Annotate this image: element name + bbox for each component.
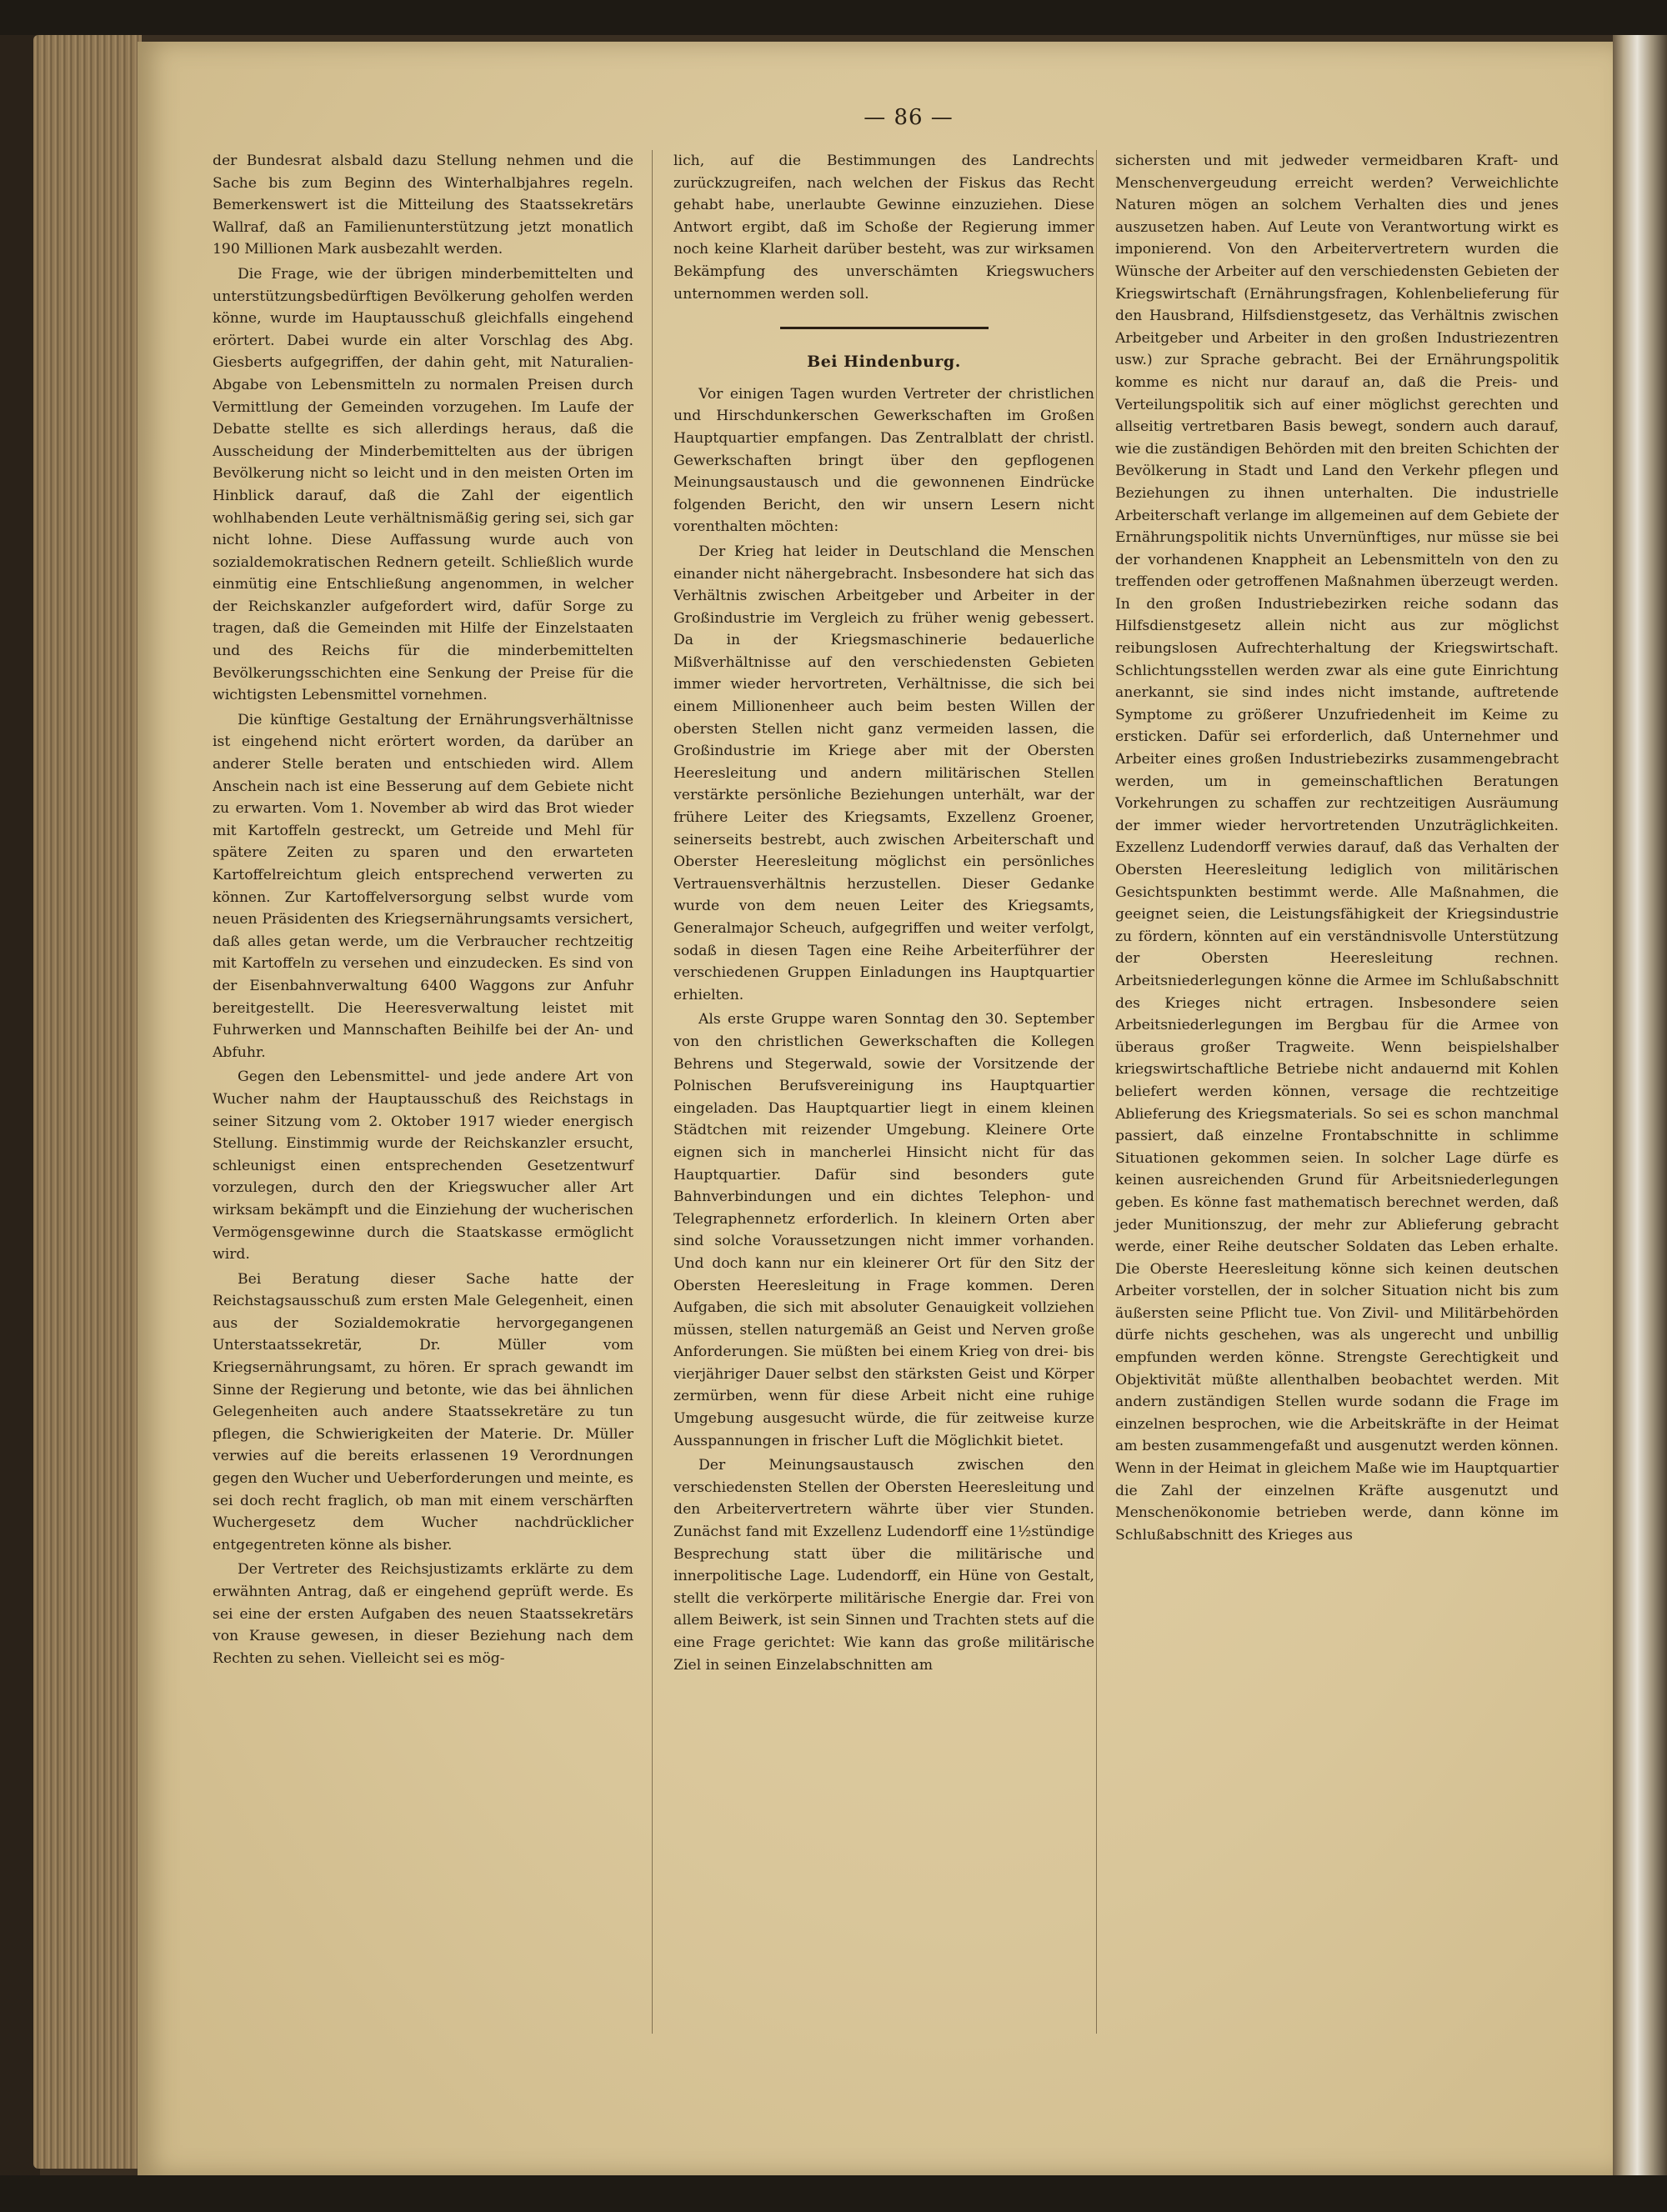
paragraph: Der Meinungsaustausch zwischen den verschiedensten Stellen der Obersten Heeresleitung und den Arbeitervertretern währte über vier Stunden. Zunächst fand mit Exzellenz Ludendorff eine 1½stündige Besprechung statt über die militärische und innerpolitische Lage. Ludendorff, ein Hüne von Gestalt, stellt die verkörperte militärische Energie dar. Frei von allem Beiwerk, ist sein Sinnen und Trachten stets auf die eine Frage gerichtet: Wie kann das große militärische Ziel in seinen Einzelabschnitten am <box>673 1457 1094 1674</box>
paragraph: Vor einigen Tagen wurden Vertreter der christlichen und Hirschdunkerschen Gewerkschaften im Großen Hauptquartier empfangen. Das Zentralblatt der christl. Gewerkschaften bringt über den gepflogenen Meinungsaustausch und die gewonnenen Eindrücke folgenden Bericht, den wir unsern Lesern nicht vorenthalten möchten: <box>673 385 1094 536</box>
scan-top-border <box>0 0 1667 35</box>
paragraph: Bei Beratung dieser Sache hatte der Reichstagsausschuß zum ersten Male Gelegenheit, einen aus der Sozialdemokratie hervorgegangenen Unterstaatssekretär, Dr. Müller vom Kriegsernährungsamt, zu hören. Er sprach gewandt im Sinne der Regierung und betonte, wie das bei ähnlichen Gelegenheiten auch andere Staatssekretäre zu tun pflegen, die Schwierigkeiten der Materie. Dr. Müller verwies auf die bereits erlassenen 19 Verordnungen gegen den Wucher und Ueberforderungen und meinte, es sei doch recht fraglich, ob man mit einem verschärften Wuchergesetz dem Wucher nachdrücklicher entgegentreten könne als bisher. <box>213 1270 633 1554</box>
paragraph: Die Frage, wie der übrigen minderbemittelten und unterstützungsbedürftigen Bevölkerung geholfen werden könne, wurde im Hauptausschuß gleichfalls eingehend erörtert. Dabei wurde ein alter Vorschlag des Abg. Giesberts aufgegriffen, der dahin geht, mit Naturalien-Abgabe von Lebensmitteln zu normalen Preisen durch Vermittlung der Gemeinden vorzugehen. Im Laufe der Debatte stellte es sich allerdings heraus, daß die Ausscheidung der Minderbemittelten aus der übrigen Bevölkerung nicht so leicht und in den meisten Orten im Hinblick darauf, daß die Zahl der eigentlich wohlhabenden Leute verhältnismäßig gering sei, sich gar nicht lohne. Diese Auffassung wurde auch von sozialdemokratischen Rednern geteilt. Schließlich wurde einmütig eine Entschließung angenommen, in welcher der Reichskanzler aufgefordert wird, dafür Sorge zu tragen, daß die Gemeinden mit Hilfe der Einzelstaaten und des Reichs für die minderbemittelten Bevölkerungsschichten eine Senkung der Preise für die wichtigsten Lebensmittel vornehmen. <box>213 265 633 704</box>
book-page-edges <box>33 35 142 2169</box>
text-column-1 <box>213 150 633 1672</box>
paragraph: Als erste Gruppe waren Sonntag den 30. September von den christlichen Gewerkschaften die Kollegen Behrens und Stegerwald, sowie der Vorsitzende der Polnischen Berufsvereinigung ins Hauptquartier eingeladen. Das Hauptquartier liegt in einem kleinen Städtchen mit reizender Umgebung. Kleinere Orte eignen sich in mancherlei Hinsicht nicht für das Hauptquartier. Dafür sind besonders gute Bahnverbindungen und ein dichtes Telephon- und Telegraphennetz erforderlich. In kleinern Orten aber sind solche Voraussetzungen nicht immer vorhanden. Und doch kann nur ein kleinerer Ort für den Sitz der Obersten Heeresleitung in Frage kommen. Deren Aufgaben, die sich mit absoluter Genauigkeit vollziehen müssen, stellen naturgemäß an Geist und Nerven große Anforderungen. Sie müßten bei einem Krieg von drei- bis vierjähriger Dauer selbst den stärksten Geist und Körper zermürben, wenn für diese Arbeit nicht eine ruhige Umgebung ausgesucht würde, die für zeitweise kurze Ausspannungen in frischer Luft die Möglichkit bietet. <box>673 1011 1094 1449</box>
column-divider <box>652 150 653 2034</box>
scan-bottom-border <box>0 2175 1667 2212</box>
section-separator <box>780 327 989 329</box>
text-column-3 <box>1115 150 1559 1549</box>
column-divider <box>1096 150 1097 2034</box>
paragraph: Der Krieg hat leider in Deutschland die Menschen einander nicht nähergebracht. Insbesondere hat sich das Verhältnis zwischen Arbeitgeber und Arbeiter in der Großindustrie im Vergleich zu früher wenig gebessert. Da in der Kriegsmaschinerie bedauerliche Mißverhältnisse auf den verschiedensten Gebieten immer wieder hervortreten, Verhältnisse, die sich bei einem Millionenheer auch beim besten Willen der obersten Stellen nicht ganz vermeiden lassen, die Großindustrie im Kriege aber mit der Obersten Heeresleitung und andern militärischen Stellen verstärkte persönliche Beziehungen unterhält, war der frühere Leiter des Kriegsamts, Exzellenz Groener, seinerseits bestrebt, auch zwischen Arbeiterschaft und Oberster Heeresleitung möglichst ein persönliches Vertrauensverhältnis herzustellen. Dieser Gedanke wurde von dem neuen Leiter des Kriegsamts, Generalmajor Scheuch, aufgegriffen und weiter verfolgt, sodaß in diesen Tagen eine Reihe Arbeiterführer der verschiedenen Gruppen Einladungen ins Hauptquartier erhielten. <box>673 543 1094 1003</box>
section-heading: Bei Hindenburg. <box>807 353 961 372</box>
paragraph: Gegen den Lebensmittel- und jede andere Art von Wucher nahm der Hauptausschuß des Reichstags in seiner Sitzung vom 2. Oktober 1917 wieder energisch Stellung. Einstimmig wurde der Reichskanzler ersucht, schleunigst einen entsprechenden Gesetzentwurf vorzulegen, durch den der Kriegswucher aller Art wirksam bekämpft und die Einziehung der wucherischen Vermögensgewinne durch die Staatskasse ermöglicht wird. <box>213 1068 633 1264</box>
paragraph: sichersten und mit jedweder vermeidbaren Kraft- und Menschenvergeudung erreicht werden? Verweichlichte Naturen mögen an solchem Verhalten dies und jenes auszusetzen haben. Auf Leute von Verantwortung wirkt es imponierend. Von den Arbeitervertretern wurden die Wünsche der Arbeiter auf den verschiedensten Gebieten der Kriegswirtschaft (Ernährungsfragen, Kohlenbelieferung für den Hausbrand, Hilfsdienstgesetz, das Verhältnis zwischen Arbeitgeber und Arbeiter in den großen Industriezentren usw.) zur Sprache gebracht. Bei der Ernährungspolitik komme es nicht nur darauf an, daß die Preis- und Verteilungspolitik sich auf einer möglichst gerechten und allseitig vertretbaren Basis bewegt, sondern auch darauf, wie die zuständigen Behörden mit den breiten Schichten der Bevölkerung in Stadt und Land den Verkehr pflegen und Beziehungen zu ihnen unterhalten. Die industrielle Arbeiterschaft verlange im allgemeinen auf dem Gebiete der Ernährungspolitik nichts Unvernünftiges, nur müsse sie bei der vorhandenen Knappheit an Lebensmitteln von den zu treffenden oder getroffenen Maßnahmen überzeugt werden. In den großen Industriebezirken reiche sodann das Hilfsdienstgesetz allein nicht aus zur möglichst reibungslosen Aufrechterhaltung der Kriegswirtschaft. Schlichtungsstellen werden zwar als eine gute Einrichtung anerkannt, sie sind indes nicht imstande, auftretende Symptome zu größerer Unzufriedenheit im Keime zu ersticken. Dafür sei erforderlich, daß Unternehmer und Arbeiter eines großen Industriebezirks zusammengebracht werden, um in gemeinschaftlichen Beratungen Vorkehrungen zu schaffen zur rechtzeitigen Ausräumung der immer wieder hervortretenden Unzuträglichkeiten. Exzellenz Ludendorff verwies darauf, daß das Verhalten der Obersten Heeresleitung lediglich von militärischen Gesichtspunkten bestimmt werde. Alle Maßnahmen, die geeignet seien, die Leistungsfähigkeit der Kriegsindustrie zu fördern, könnten auf ein verständnisvolle Unterstützung der Obersten Heeresleitung rechnen. Arbeitsniederlegungen könne die Armee im Schlußabschnitt des Krieges nicht ertragen. Insbesondere seien Arbeitsniederlegungen im Bergbau für die Armee von überaus großer Tragweite. Wenn beispielshalber kriegswirtschaftliche Betriebe nicht andauernd mit Kohlen beliefert werden können, versage die rechtzeitige Ablieferung des Kriegsmaterials. So sei es schon manchmal passiert, daß einzelne Frontabschnitte in schlimme Situationen gekommen seien. In solcher Lage dürfe es keinen ausreichenden Grund für Arbeitsniederlegungen geben. Es könne fast mathematisch berechnet werden, daß jeder Munitionszug, der mehr zur Ablieferung gebracht werde, einer Reihe deutscher Soldaten das Leben erhalte. Die Oberste Heeresleitung könne sich keinen deutschen Arbeiter vorstellen, der in solcher Situation nicht bis zum äußersten seine Pflicht tue. Von Zivil- und Militärbehörden dürfe nichts geschehen, was als ungerecht und unbillig empfunden werden könne. Strengste Gerechtigkeit und Objektivität müßte allenthalben beobachtet werden. Mit andern zuständigen Stellen wurde sodann die Frage im einzelnen besprochen, wie die Arbeitskräfte in der Heimat am besten zusammengefaßt und ausgenutzt werden können. Wenn in der Heimat in gleichem Maße wie im Hauptquartier die Zahl der einzelnen Kräfte ausgenutzt und Menschenökonomie betrieben werde, dann könne im Schlußabschnitt des Krieges aus <box>1115 153 1559 1544</box>
book-gutter <box>1613 35 1667 2212</box>
page-number: — 86 — <box>864 105 954 130</box>
paragraph: Die künftige Gestaltung der Ernährungsverhältnisse ist eingehend nicht erörtert worden, da darüber an anderer Stelle beraten und entschieden wird. Allem Anschein nach ist eine Besserung auf dem Gebiete nicht zu erwarten. Vom 1. November ab wird das Brot wieder mit Kartoffeln gestreckt, um Getreide und Mehl für spätere Zeiten zu sparen und den erwarteten Kartoffelreichtum gleich entsprechend verwerten zu können. Zur Kartoffelversorgung selbst wurde vom neuen Präsidenten des Kriegsernährungsamts versichert, daß alles getan werde, um die Verbraucher rechtzeitig mit Kartoffeln zu versehen und einzudecken. Es sind von der Eisenbahnverwaltung 6400 Waggons zur Anfuhr bereitgestellt. Die Heeresverwaltung leistet mit Fuhrwerken und Mannschaften Beihilfe bei der An- und Abfuhr. <box>213 711 633 1061</box>
paragraph: der Bundesrat alsbald dazu Stellung nehmen und die Sache bis zum Beginn des Winterhalbjahres regeln. Bemerkenswert ist die Mitteilung des Staatssekretärs Wallraf, daß an Familienunterstützung jetzt monatlich 190 Millionen Mark ausbezahlt werden. <box>213 153 633 258</box>
text-column-2 <box>673 150 1094 1679</box>
paragraph: Der Vertreter des Reichsjustizamts erklärte zu dem erwähnten Antrag, daß er eingehend geprüft werde. Es sei eine der ersten Aufgaben des neuen Staatssekretärs von Krause gewesen, in dieser Beziehung nach dem Rechten zu sehen. Vielleicht sei es mög- <box>213 1561 633 1667</box>
paragraph: lich, auf die Bestimmungen des Landrechts zurückzugreifen, nach welchen der Fiskus das Recht gehabt habe, unerlaubte Gewinne einzuziehen. Diese Antwort ergibt, daß im Schoße der Regierung immer noch keine Klarheit darüber besteht, was zur wirksamen Bekämpfung des unverschämten Kriegswuchers unternommen werden soll. <box>673 153 1094 303</box>
